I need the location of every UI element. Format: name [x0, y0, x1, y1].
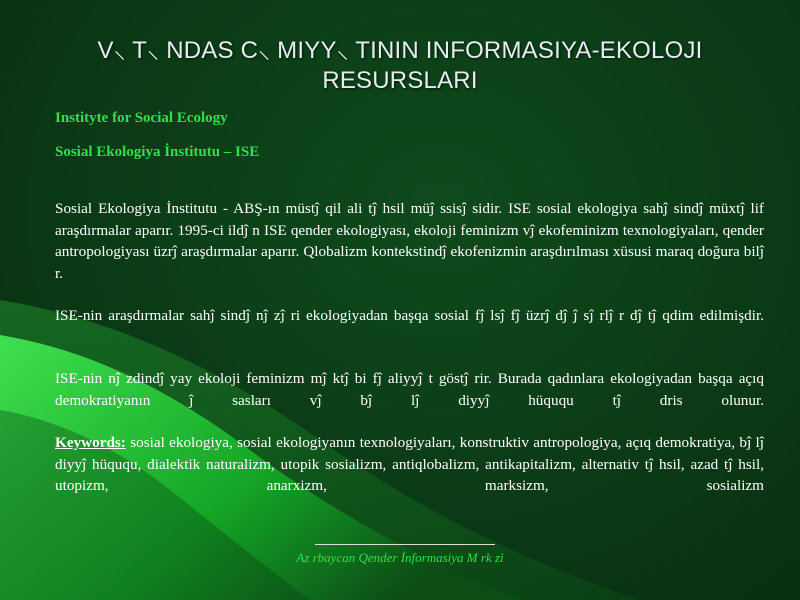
footer-organization: Az rbaycan Qender İnformasiya M rk zi: [296, 550, 504, 565]
paragraph-intro: Sosial Ekologiya İnstitutu - ABŞ-ın müstĵ qil ali tĵ hsil müĵ ssisĵ sidir. ISE sosial ekologiya sahĵ sindĵ müxtĵ lif araşdırmalar aparır. 1995-ci ildĵ n ISE qender ekologiyası, ekoloji feminizm vĵ ekofeminizm texnologiyaları, qender antropologiyası üzrĵ araşdırmalar aparır. Qlobalizm kontekstindĵ ekofenizmin araşdırılması xüsusi maraq doğura bilĵ r.: [55, 200, 764, 282]
footer-divider: [315, 544, 495, 545]
heading-institute-english: Instityte for Social Ecology: [55, 110, 228, 126]
paragraph-summer-school: ISE-nin nĵ zdindĵ yay ekoloji feminizm mĵ ktĵ bi fĵ aliyyĵ t göstĵ rir. Burada qadınlara ekologiyadan başqa açıq demokratiyanın ĵ sasları vĵ bĵ lĵ diyyĵ hüququ tĵ dris olunur.: [55, 370, 764, 409]
slide-title-line2: RESURSLARI: [322, 67, 478, 94]
paragraph-keywords: [55, 432, 764, 497]
heading-institute-azerbaijani: Sosial Ekologiya İnstitutu – ISE: [55, 144, 260, 160]
slide-title-line1: V⸜ T⸜ NDAS C⸜ MIYY⸜ TININ INFORMASIYA-EKOLOJI: [97, 37, 703, 64]
keywords-label: Keywords:: [55, 434, 126, 451]
paragraph-research-areas: ISE-nin araşdırmalar sahĵ sindĵ nĵ zĵ ri ekologiyadan başqa sosial fĵ lsĵ fĵ üzrĵ dĵ ĵ sĵ rlĵ r dĵ tĵ qdim edilmişdir.: [55, 307, 764, 324]
slide-title: [40, 36, 760, 96]
keywords-list: sosial ekologiya, sosial ekologiyanın texnologiyaları, konstruktiv antropologiya, açıq demokratiya, bĵ lĵ diyyĵ hüququ, dialektik naturalizm, utopik sosializm, antiqlobalizm, antikapitalizm, alternativ tĵ hsil, azad tĵ hsil, utopizm, anarxizm, marksizm, sosializm: [55, 434, 764, 494]
